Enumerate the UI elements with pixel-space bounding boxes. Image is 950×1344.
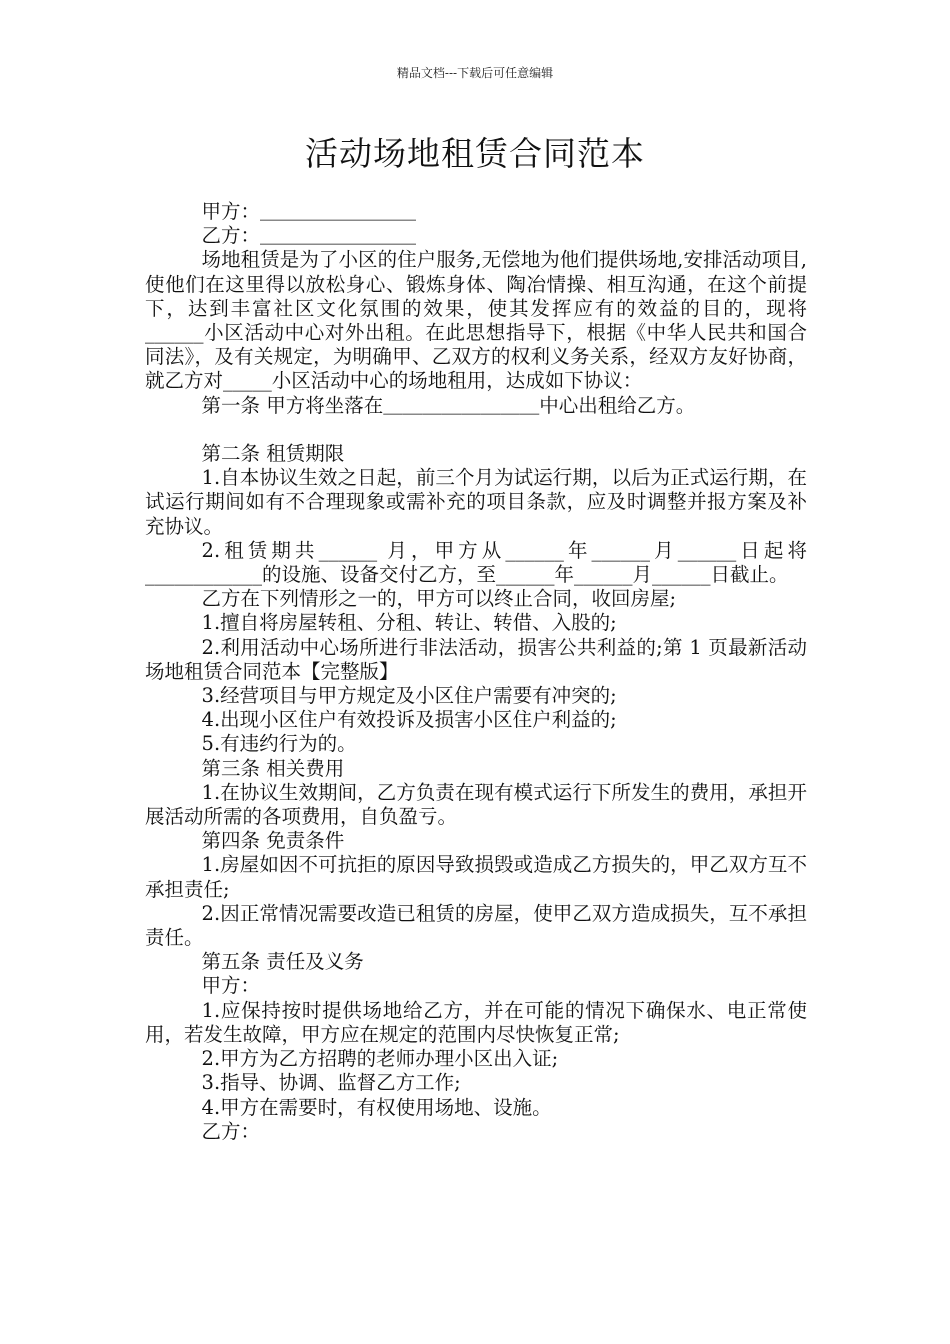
document-title: 活动场地租赁合同范本 [305, 134, 645, 173]
party-a-duty-4: 4.甲方在需要时，有权使用场地、设施。 [201, 1095, 552, 1119]
termination-item-3: 3.经营项目与甲方规定及小区住户需要有冲突的; [201, 684, 617, 708]
article-4-clause-1: 1.房屋如因不可抗拒的原因导致损毁或造成乙方损失的，甲乙双方互不承担责任; [145, 853, 807, 901]
blank-line [145, 418, 807, 442]
preamble-paragraph: 场地租赁是为了小区的住户服务,无偿地为他们提供场地,安排活动项目,使他们在这里得以放松身心、锻炼身体、陶冶情操、相互沟通，在这个前提下，达到丰富社区文化氛围的效果，使其发挥应有的效益的目的，现将______小区活动中心对外出租。在此思想指导下，根据《中华人民共和国合同法》，及有关规定，为明确甲、乙双方的权利义务关系，经双方友好协商，就乙方对_____小区活动中心的场地租用，达成如下协议： [145, 248, 807, 393]
article-3-heading: 第三条 相关费用 [201, 756, 345, 780]
party-b-duties-label: 乙方： [201, 1119, 261, 1143]
termination-item-4: 4.出现小区住户有效投诉及损害小区住户利益的; [201, 708, 617, 732]
article-1: 第一条 甲方将坐落在＿＿＿＿＿＿＿＿中心出租给乙方。 [201, 393, 696, 417]
contract-body [145, 200, 807, 1144]
article-5-heading: 第五条 责任及义务 [201, 950, 364, 974]
article-2-clause-1: 1.自本协议生效之日起，前三个月为试运行期，以后为正式运行期，在试运行期间如有不合理现象或需补充的项目条款，应及时调整并报方案及补充协议。 [145, 466, 807, 538]
termination-item-1: 1.擅自将房屋转租、分租、转让、转借、入股的; [201, 611, 617, 635]
article-4-heading: 第四条 免责条件 [201, 829, 345, 853]
termination-item-2: 2.利用活动中心场所进行非法活动，损害公共利益的;第 1 页最新活动场地租赁合同范本【完整版】 [145, 635, 807, 683]
party-a-duty-3: 3.指导、协调、监督乙方工作; [201, 1071, 461, 1095]
termination-item-5: 5.有违约行为的。 [201, 732, 357, 756]
party-a-duty-1: 1.应保持按时提供场地给乙方，并在可能的情况下确保水、电正常使用，若发生故障，甲方应在规定的范围内尽快恢复正常; [145, 998, 807, 1046]
article-2-heading: 第二条 租赁期限 [201, 442, 345, 466]
article-2-clause-2: 2.租赁期共______ 月，甲方从______年______月______日起将____________的设施、设备交付乙方，至______年______月______日截止。 [145, 538, 807, 587]
page-header: 精品文档---下载后可任意编辑 [396, 66, 554, 80]
party-a-duties-label: 甲方： [201, 974, 261, 998]
article-4-clause-2: 2.因正常情况需要改造已租赁的房屋，使甲乙双方造成损失，互不承担责任。 [145, 901, 807, 950]
party-a-duty-2: 2.甲方为乙方招聘的老师办理小区出入证; [201, 1047, 559, 1071]
party-b-line: 乙方：＿＿＿＿＿＿＿＿ [201, 224, 417, 248]
termination-intro: 乙方在下列情形之一的，甲方可以终止合同，收回房屋; [201, 587, 677, 611]
party-a-line: 甲方：＿＿＿＿＿＿＿＿ [201, 200, 417, 223]
article-3-clause-1: 1.在协议生效期间，乙方负责在现有模式运行下所发生的费用，承担开展活动所需的各项费用，自负盈亏。 [145, 780, 807, 829]
